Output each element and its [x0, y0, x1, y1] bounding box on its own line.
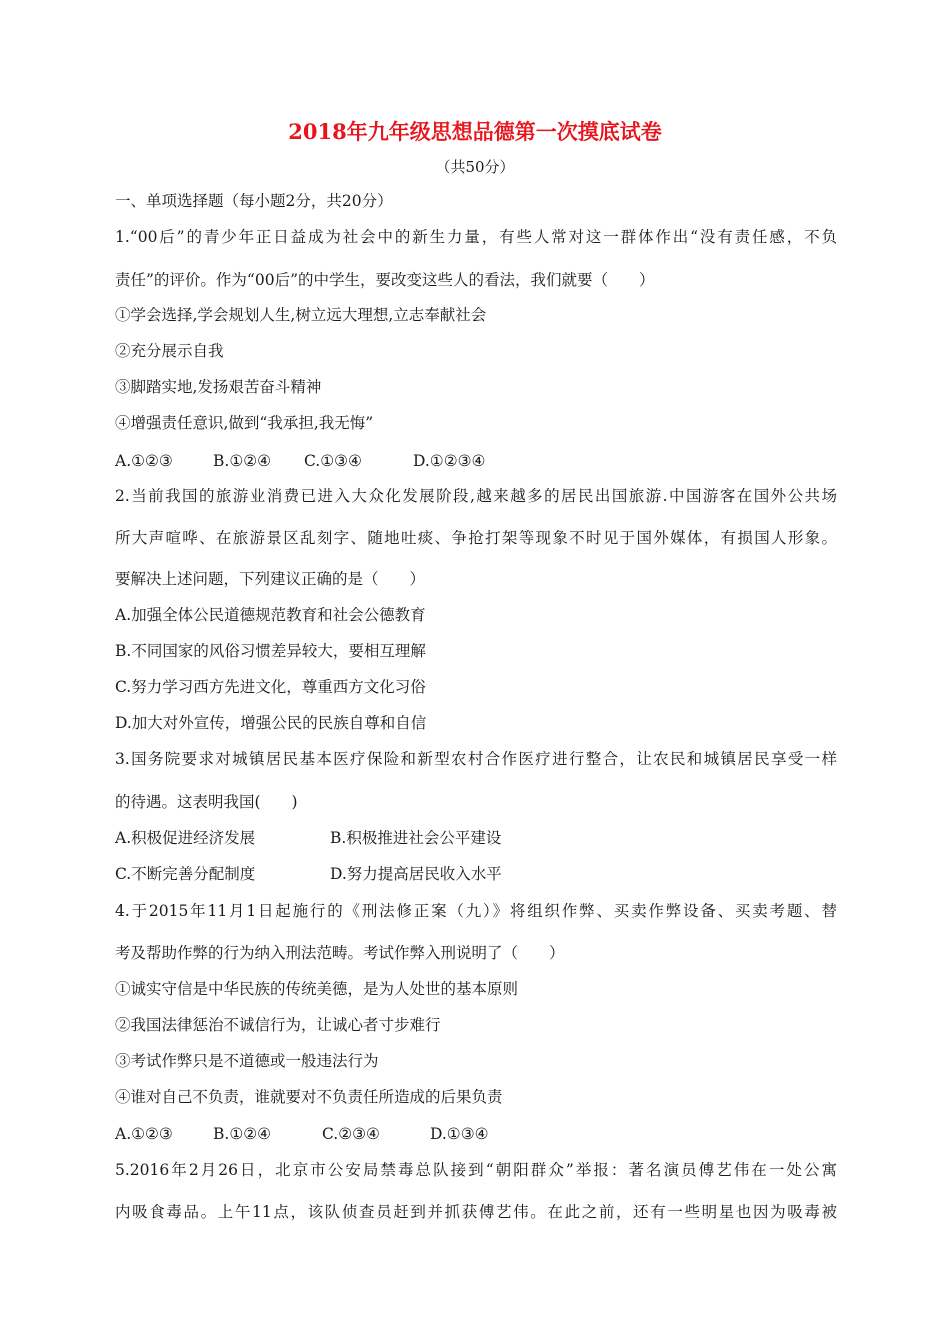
q2-option-d: D.加大对外宣传，增强公民的民族自尊和自信 — [115, 714, 427, 732]
exam-score-note: （共50分） — [435, 158, 515, 176]
q3-option-c: C.不断完善分配制度 — [115, 865, 256, 883]
q1-option-b: B.①②④ — [213, 452, 272, 470]
q2-option-b: B.不同国家的风俗习惯差异较大，要相互理解 — [115, 642, 426, 660]
section-heading: 一、单项选择题（每小题2分，共20分） — [115, 192, 393, 210]
q1-stem-line-1: 1.“00后”的青少年正日益成为社会中的新生力量，有些人常对这一群体作出“没有责任感，不负 — [115, 228, 837, 246]
q1-stem-line-2: 责任”的评价。作为“00后”的中学生，要改变这些人的看法，我们就要（ ） — [115, 271, 655, 289]
q5-stem-line-2: 内吸食毒品。上午11点，该队侦查员赶到并抓获傅艺伟。在此之前，还有一些明星也因为吸毒被 — [115, 1203, 837, 1221]
q4-item-3: ③考试作弊只是不道德或一般违法行为 — [115, 1052, 379, 1070]
q4-stem-line-1: 4.于2015年11月1日起施行的《刑法修正案（九）》将组织作弊、买卖作弊设备、买卖考题、替 — [115, 902, 837, 920]
q3-stem-line-2: 的待遇。这表明我国( ) — [115, 793, 298, 811]
q4-option-a: A.①②③ — [115, 1125, 173, 1143]
q1-item-4: ④增强责任意识,做到“我承担,我无悔” — [115, 414, 374, 432]
q3-option-a: A.积极促进经济发展 — [115, 829, 256, 847]
exam-title: 2018年九年级思想品德第一次摸底试卷 — [288, 119, 662, 144]
q4-item-4: ④谁对自己不负责，谁就要对不负责任所造成的后果负责 — [115, 1088, 503, 1106]
q4-option-d: D.①③④ — [430, 1125, 489, 1143]
q2-stem-line-1: 2.当前我国的旅游业消费已进入大众化发展阶段,越来越多的居民出国旅游.中国游客在国外公共场 — [115, 487, 837, 505]
q1-item-2: ②充分展示自我 — [115, 342, 224, 360]
q4-option-b: B.①②④ — [213, 1125, 272, 1143]
q1-item-1: ①学会选择,学会规划人生,树立远大理想,立志奉献社会 — [115, 306, 487, 324]
q2-stem-line-3: 要解决上述问题，下列建议正确的是（ ） — [115, 570, 426, 588]
q2-option-a: A.加强全体公民道德规范教育和社会公德教育 — [115, 606, 426, 624]
q1-option-d: D.①②③④ — [413, 452, 486, 470]
q3-stem-line-1: 3.国务院要求对城镇居民基本医疗保险和新型农村合作医疗进行整合，让农民和城镇居民享受一样 — [115, 750, 837, 768]
q4-stem-line-2: 考及帮助作弊的行为纳入刑法范畴。考试作弊入刑说明了（ ） — [115, 944, 565, 962]
q1-option-a: A.①②③ — [115, 452, 173, 470]
q4-item-2: ②我国法律惩治不诚信行为，让诚心者寸步难行 — [115, 1016, 441, 1034]
q5-stem-line-1: 5.2016年2月26日，北京市公安局禁毒总队接到“朝阳群众”举报：著名演员傅艺伟在一处公寓 — [115, 1161, 837, 1179]
q4-option-c: C.②③④ — [322, 1125, 380, 1143]
q1-option-c: C.①③④ — [304, 452, 362, 470]
q3-option-d: D.努力提高居民收入水平 — [330, 865, 502, 883]
q2-stem-line-2: 所大声喧哗、在旅游景区乱刻字、随地吐痰、争抢打架等现象不时见于国外媒体，有损国人形象。 — [115, 529, 837, 547]
q1-item-3: ③脚踏实地,发扬艰苦奋斗精神 — [115, 378, 322, 396]
q4-item-1: ①诚实守信是中华民族的传统美德，是为人处世的基本原则 — [115, 980, 519, 998]
q3-option-b: B.积极推进社会公平建设 — [330, 829, 502, 847]
q2-option-c: C.努力学习西方先进文化，尊重西方文化习俗 — [115, 678, 426, 696]
